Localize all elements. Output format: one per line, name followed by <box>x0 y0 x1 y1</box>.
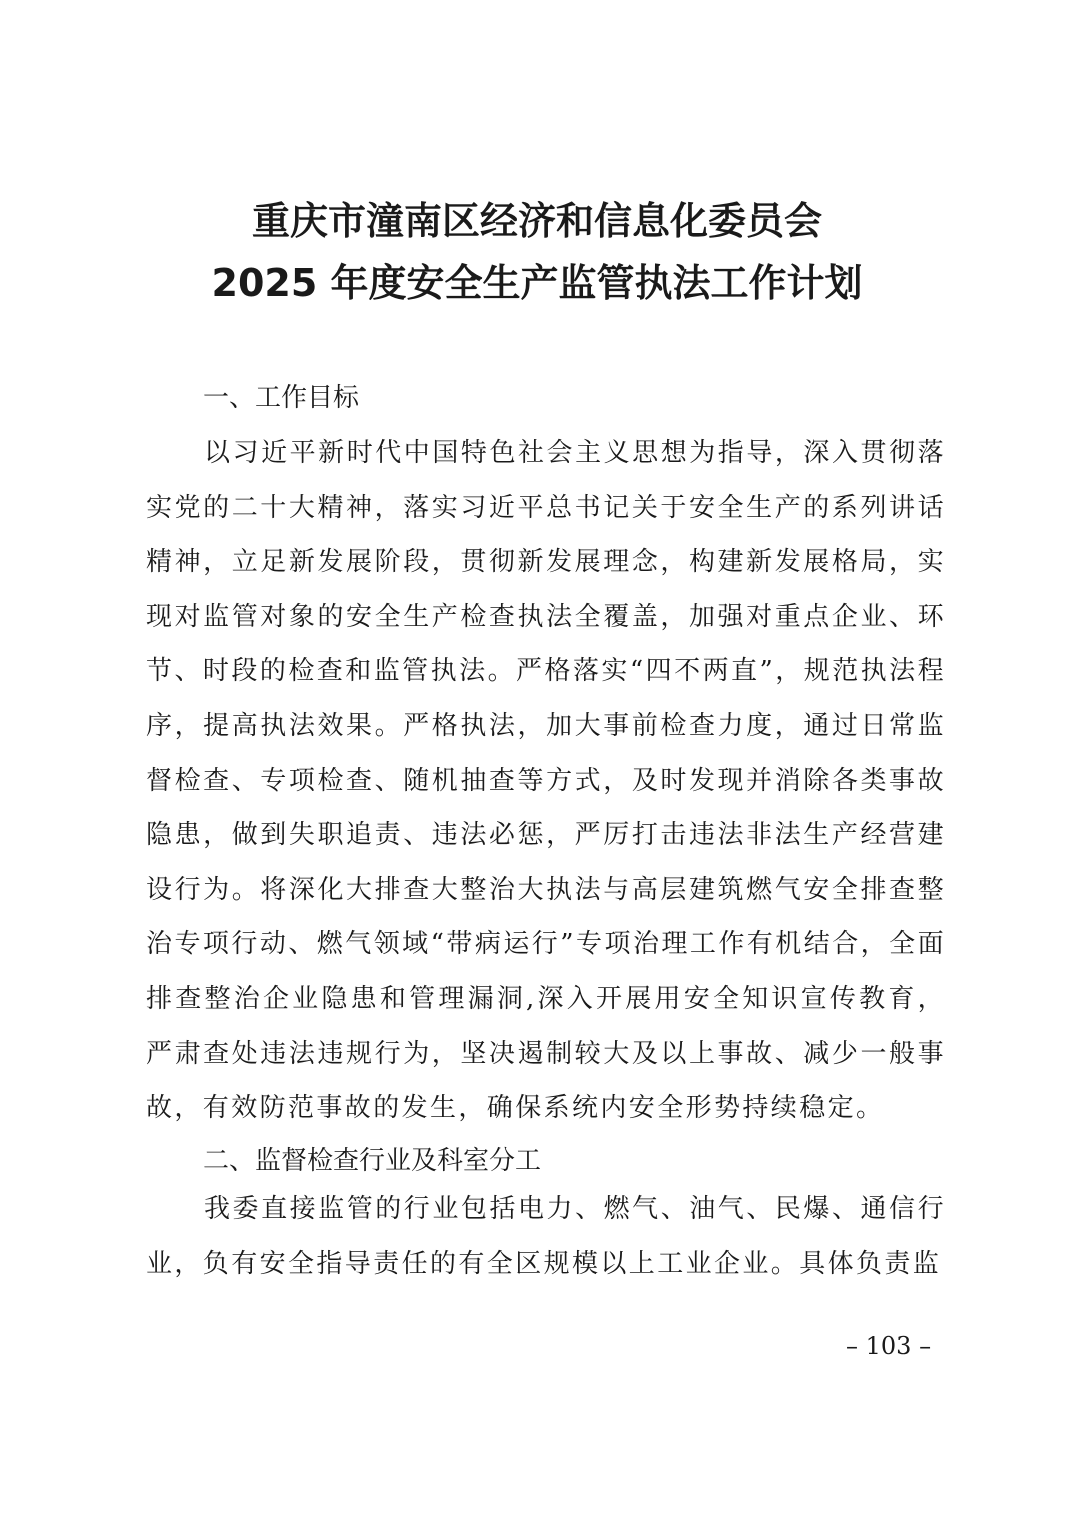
page-number: – 103 – <box>846 1332 932 1360</box>
document-title-line2: 2025 年度安全生产监管执法工作计划 <box>211 261 863 305</box>
section1-paragraph: 以习近平新时代中国特色社会主义思想为指导，深入贯彻落实党的二十大精神，落实习近平总书记关于安全生产的系列讲话精神，立足新发展阶段，贯彻新发展理念，构建新发展格局，实现对监管对象的安全生产检查执法全覆盖，加强对重点企业、环节、时段的检查和监管执法。严格落实“四不两直”，规范执法程序，提高执法效果。严格执法，加大事前检查力度，通过日常监督检查、专项检查、随机抽查等方式，及时发现并消除各类事故隐患，做到失职追责、违法必惩，严厉打击违法非法生产经营建设行为。将深化大排查大整治大执法与高层建筑燃气安全排查整治专项行动、燃气领域“带病运行”专项治理工作有机结合，全面排查整治企业隐患和管理漏洞,深入开展用安全知识宣传教育，严肃查处违法违规行为，坚决遏制较大及以上事故、减少一般事故，有效防范事故的发生，确保系统内安全形势持续稳定。 <box>146 438 946 1124</box>
section2-paragraph: 我委直接监管的行业包括电力、燃气、油气、民爆、通信行业，负有安全指导责任的有全区规模以上工业企业。具体负责监 <box>146 1194 946 1279</box>
section2-heading: 二、监督检查行业及科室分工 <box>203 1146 542 1176</box>
document-title-line1: 重庆市潼南区经济和信息化委员会 <box>251 199 822 243</box>
section1-heading: 一、工作目标 <box>203 383 360 413</box>
